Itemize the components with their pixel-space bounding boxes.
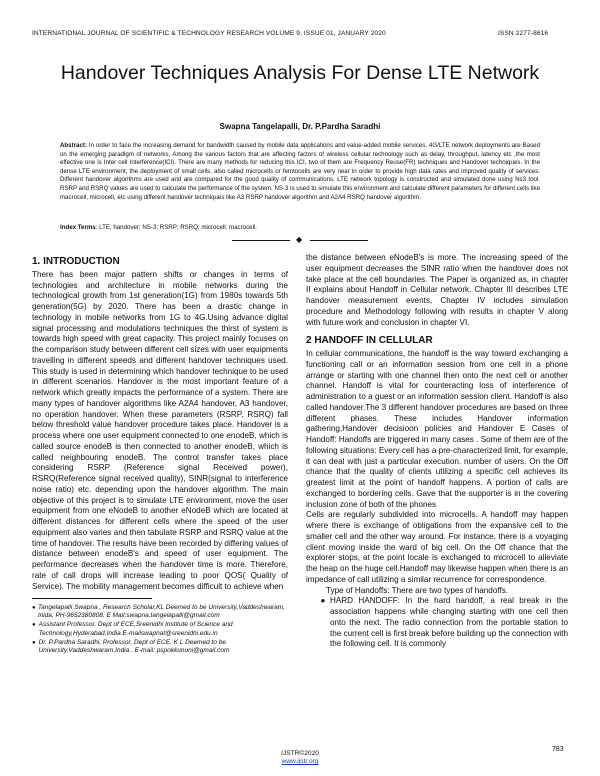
authors: Swapna Tangelapalli, Dr. P.Pardha Saradhi — [219, 122, 381, 131]
issn-header: ISSN 2277-8616 — [498, 30, 549, 37]
abstract-label: Abstract: — [60, 142, 87, 149]
footnotes — [32, 604, 288, 656]
footnote-1: ● Tangelapalli Swapna , Research Scholar,KL Deemed to be University,Vaddeshwaram, Inida, PH-9652380808. E Mail:swapna.tangelapalli@gmail.com — [32, 604, 285, 620]
handoff-paragraph-1: In cellular communications, the handoff is the way toward exchanging a functioning call or an information session from one cell in a phone arrange or starting with one channel then onto the next cell or another channel. Handoff is vital for counteracting loss of interference of administration to a guest or an information session client. Handoff is also called handover.The 3 different handover procedures are based on three different phases. These includes Handover information gathering,Handover decisioon policies and Handover E Cases of Handoff: Handoffs are triggered in many cases . Some of them are of the following situations: Every cell has a pre-characterized limit, for example, it can deal with just a particular execution. number of users. On the Off chance that the quality of clients utilizing a specific cell achieves its greatest limit at the point of handoff happens. A portion of calls are exchanged to bordering cells. Gave that the supporter is in the covering inclusion zone of both of the phones — [306, 349, 568, 509]
footnote-3: ● Dr. P.Pardha Saradhi, Professor, Dept of ECE, K L Deemed to be University,Vaddeshwaram,India . E-mail: pspokkununi@gmail.com — [32, 638, 230, 655]
section-divider — [0, 236, 600, 246]
footer-url-link[interactable]: www.ijstr.org — [281, 758, 319, 765]
handoff-types-line: Type of Handoffs: There are two types of handoffs. — [326, 585, 509, 595]
handoff-paragraph-2: Cells are regularly subdivided into microcells. A handoff may happen where there is exchange of obligations from the expansive cell to the smaller cell and the other way around. For instance, there is a voyaging client moving inside the ward of big cell. On the Off chance that the explorer stops, at the point locale is exchanged to microcell to alleviate the heap on the huge cell.Handoff may likewise happen when there is an impedance of call utilizing a similar recurrence for correspondence. — [306, 510, 568, 584]
section-2-heading: 2 HANDOFF IN CELLULAR — [306, 335, 433, 347]
footer — [0, 750, 600, 766]
diamond-icon: ◆ — [296, 235, 303, 244]
index-terms-label: Index Terms — [60, 224, 96, 231]
section-1-heading: 1. INTRODUCTION — [32, 256, 120, 267]
right-column — [306, 253, 568, 650]
index-terms — [60, 224, 540, 231]
paper-title: Handover Techniques Analysis For Dense LTE Network — [60, 62, 540, 84]
abstract-text: In order to face the increasing demand for bandwidth caused by mobile data applications and value-added mobile services, 4G/LTE network deployments are Based on the emerging paradigm of networks, Among the various factors that are affecting factors of wireless cellular technology such as delay, throughput, latency etc ,the most effective one is Inter cell Interference(ICI). There are many methods for reducing this ICI, two of them are Frequency Reuse(FR) techniques and Handover techniques. In the dense LTE environment, the deployment of small cells, also called microcells or femtocells are very near in order to provide high data rates and improved quality of services. Different handover algorithms are used and are compared for the good quality of communications. LTE network topology is constructed and simulated done using Ns3 tool. RSRP and RSRQ values are used to calculate the performance of the system. NS-3 is used to simulate this environment and calculate different parameters for different cells like macrocell, microcell, etc using different handover techniques like A3 RSRP handover algorithm and A2A4 RSRQ handover algorithm. — [60, 142, 540, 201]
journal-header: INTERNATIONAL JOURNAL OF SCIENTIFIC & TECHNOLOGY RESEARCH VOLUME 9, ISSUE 01, JANUARY 2020 — [32, 30, 386, 37]
footnote-2: ● Assistant Professor, Dept of ECE,Sreenidhi Institute of Science and Technology,Hyderabad,India.E-mailswapnat@sreenidhi.edu.in — [32, 621, 233, 637]
footer-code: IJSTR©2020 — [281, 750, 319, 757]
abstract — [60, 142, 540, 202]
left-column — [32, 257, 288, 592]
page-number: 783 — [552, 746, 564, 753]
hard-handoff-item: ● HARD HANDOFF: In the hard handoff, a real break in the association happens while changing starting with one cell then onto the next. The radio connection from the portable station to the current cell is first break before building up the connection with the following cell. It is commonly — [320, 596, 569, 649]
intro-paragraph: There has been major pattern shifts or changes in terms of technologies and architecture in mobile networks during the technological growth from 1st generation(1G) from 1980s towards 5th generation(5G) by 2020. There has been a drastic change in technology in mobile networks from 1G to 4G.Using advance digital signal processing and modulations techniques the thirst of system is towards high speed with great capacity. This project mainly focuses on the comparison study between different cell sizes with user equipments travelling in different speeds and different handover techniques used. This study is used in determining which handover technique to be used in different scenarios. Handover is the most important feature of a network which greatly impacts the performance of a system. There are many types of handover algorithms like A2A4 handover, A3 handover, no operation handover. When these parameters (RSRP, RSRQ) fall below threshold value handover procedure takes place. Handover is a process where one user equipment connected to one enodeB, which is called source enodeB is then connected to another enodeB, which is called neighbouring enodeB. The control transfer takes place considering RSRP (Reference signal Received power), RSRQ(Reference signal received quality), SINR(signal to interference noise ratio) etc. depending upon the handover algorithm. The main objective of this project is to simulate LTE environment, move the user equipment from one eNodeB to another eNodeB which are located at different distances for different cells where the speed of the user equipment also varies and then tabulate RSRP and RSRQ value at the time of handover. The results have been recorded by differing values of distance between enodeB's and speed of user equipment. The performance decreases when the handover time is more. Therefore, rate of call drops will increase leading to poor QOS( Quality of Service). The mobility management becomes difficult to achieve when — [32, 269, 288, 591]
footnote-rule — [32, 598, 152, 599]
index-terms-text: : LTE; handover; NS-3; RSRP; RSRQ; microcell; macrocell. — [95, 224, 258, 231]
intro-paragraph-continued: the distance between eNodeB's is more. The increasing speed of the user equipment decreases the SINR ratio when the handover does not take place at the cell boundaries. The Paper is organized as, in chapter II explains about Handoff in Cellular network. Chapter III describes LTE handover measurement events, Chapter IV includes simulation procedure and Methodology following with results in chapter V along with future work and conclusion in chapter VI. — [306, 253, 568, 327]
